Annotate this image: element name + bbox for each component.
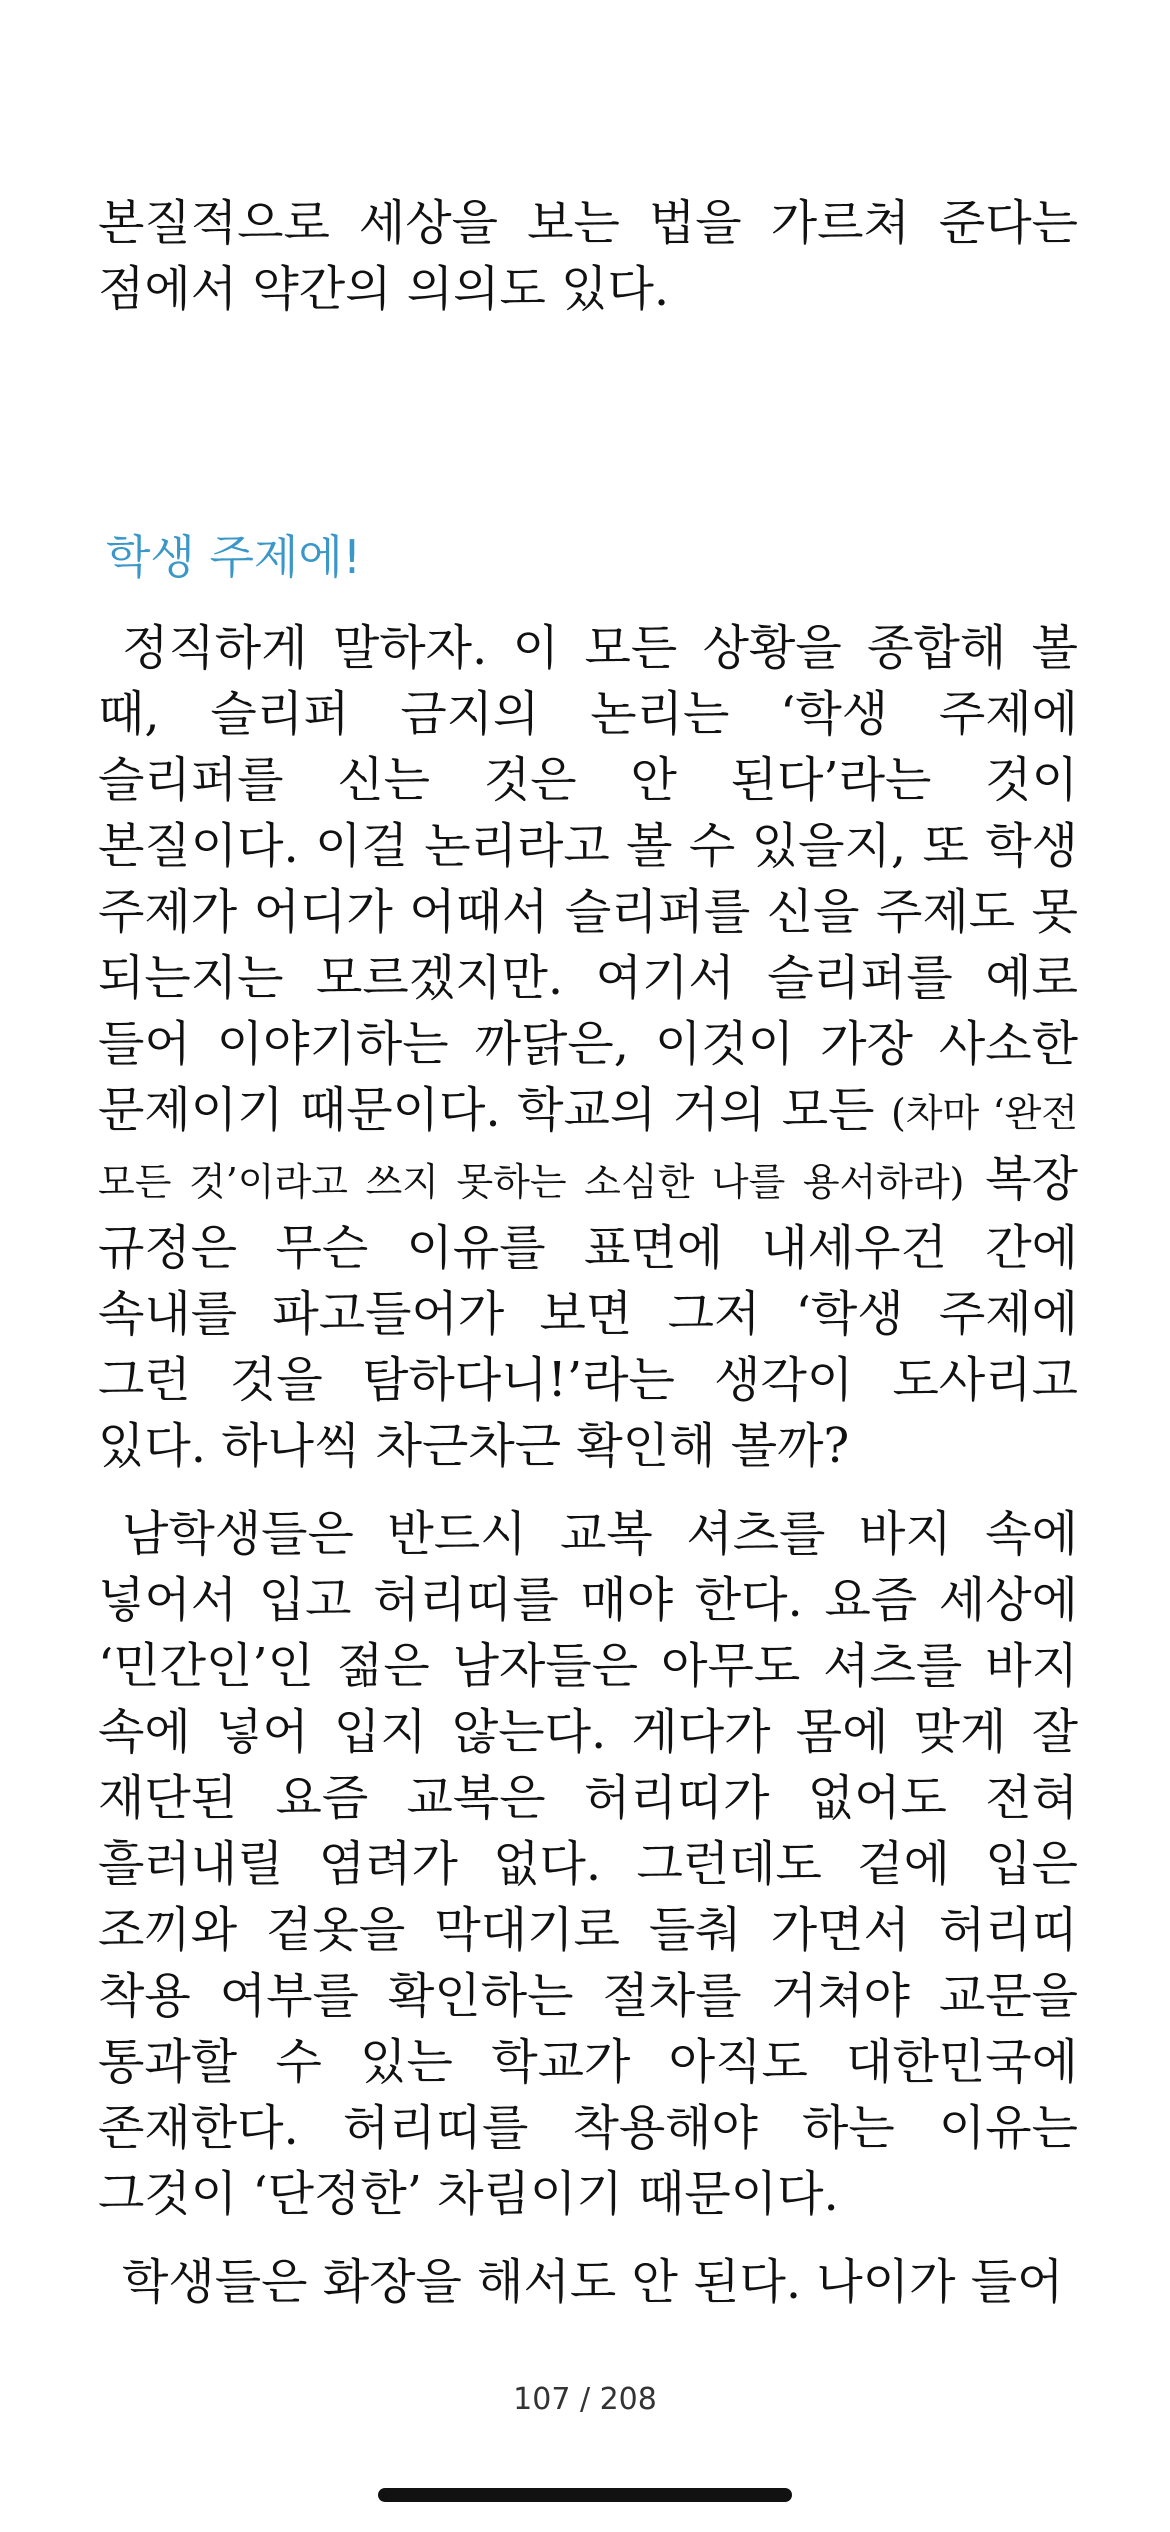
body-paragraph: 학생들은 화장을 해서도 안 된다. 나이가 들어 <box>122 2254 1064 2310</box>
body-paragraph: 남학생들은 반드시 교복 셔츠를 바지 속에 넣어서 입고 허리띠를 매야 한다. 요즘 세상에 ‘민간인’인 젊은 남자들은 아무도 셔츠를 바지 속에 넣어 입지 않는다. 게다가 몸에 맞게 잘 재단된 요즘 교복은 허리띠가 없어도 전혀 흘러내릴 염려가 없다. 그런데도 겉에 입은 조끼와 겉옷을 막대기로 들춰 가면서 허리띠 착용 여부를 확인하는 절차를 거쳐야 교문을 통과할 수 있는 학교가 아직도 대한민국에 존재한다. 허리띠를 착용해야 하는 이유는 그것이 ‘단정한’ 차림이기 때문이다. <box>98 1506 1078 2222</box>
section-spacer <box>98 322 1078 527</box>
home-indicator[interactable] <box>378 2488 792 2502</box>
section-heading: 학생 주제에! <box>106 530 362 584</box>
parenthetical-aside: (차마 ‘완전 모든 것’이라고 쓰지 못하는 소심한 나를 용서하라) <box>98 1091 1078 1204</box>
reader-page[interactable] <box>98 190 1078 2315</box>
paragraph-text: 복장 규정은 무슨 이유를 표면에 내세우건 간에 속내를 파고들어가 보면 그저 ‘학생 주제에 그런 것을 탐하다니!’라는 생각이 도사리고 있다. 하나씩 차근차근 확인해 볼까? <box>98 1151 1079 1474</box>
body-paragraph <box>98 615 1078 1479</box>
page-counter: 107 / 208 <box>513 2382 657 2417</box>
intro-paragraph: 본질적으로 세상을 보는 법을 가르쳐 준다는 점에서 약간의 의의도 있다. <box>98 195 1078 317</box>
paragraph-text: 정직하게 말하자. 이 모든 상황을 종합해 볼 때, 슬리퍼 금지의 논리는 ‘학생 주제에 슬리퍼를 신는 것은 안 된다’라는 것이 본질이다. 이걸 논리라고 볼 수 있을지, 또 학생 주제가 어디가 어때서 슬리퍼를 신을 주제도 못 되는지는 모르겠지만. 여기서 슬리퍼를 예로 들어 이야기하는 까닭은, 이것이 가장 사소한 문제이기 때문이다. 학교의 거의 모든 <box>98 620 1078 1138</box>
